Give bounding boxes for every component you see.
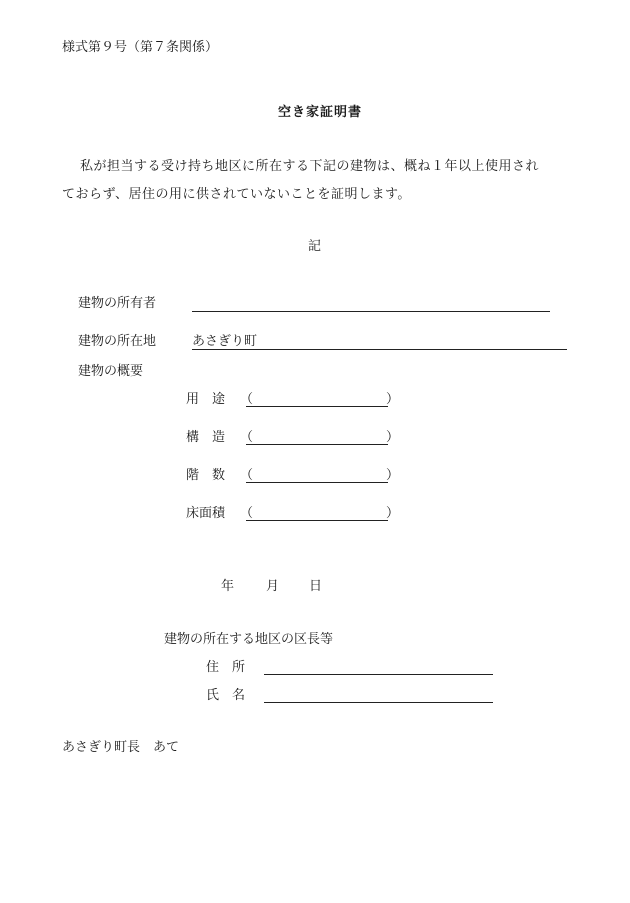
floor-area-open-paren: （ bbox=[240, 506, 254, 521]
structure-open-paren: （ bbox=[240, 430, 254, 445]
structure-close-paren: ） bbox=[386, 430, 400, 445]
floor-area-underline[interactable] bbox=[246, 520, 388, 521]
floors-underline[interactable] bbox=[246, 482, 388, 483]
usage-label: 用 途 bbox=[186, 392, 226, 407]
date-year: 年 bbox=[221, 579, 235, 594]
date-day: 日 bbox=[309, 579, 323, 594]
location-underline bbox=[192, 349, 567, 350]
body-line-1: 私が担当する受け持ち地区に所在する下記の建物は、概ね１年以上使用され bbox=[80, 159, 540, 174]
body-line-2: ておらず、居住の用に供されていないことを証明します。 bbox=[62, 187, 411, 202]
owner-underline bbox=[192, 311, 550, 312]
structure-underline[interactable] bbox=[246, 444, 388, 445]
address-label: 住 所 bbox=[206, 660, 246, 675]
floors-close-paren: ） bbox=[386, 468, 400, 483]
addressee: あさぎり町長 あて bbox=[62, 740, 180, 755]
ki-heading: 記 bbox=[308, 239, 322, 254]
floor-area-close-paren: ） bbox=[386, 506, 400, 521]
floor-area-label: 床面積 bbox=[186, 506, 226, 521]
usage-underline[interactable] bbox=[246, 406, 388, 407]
document-title: 空き家証明書 bbox=[278, 105, 363, 120]
owner-label: 建物の所有者 bbox=[78, 296, 157, 311]
structure-label: 構 造 bbox=[186, 430, 226, 445]
certifier-heading: 建物の所在する地区の区長等 bbox=[164, 632, 334, 647]
usage-close-paren: ） bbox=[386, 392, 400, 407]
form-number: 様式第９号（第７条関係） bbox=[62, 40, 219, 55]
usage-open-paren: （ bbox=[240, 392, 254, 407]
floors-label: 階 数 bbox=[186, 468, 226, 483]
location-value[interactable]: あさぎり町 bbox=[192, 334, 258, 349]
location-label: 建物の所在地 bbox=[78, 334, 157, 349]
date-month: 月 bbox=[266, 579, 280, 594]
floors-open-paren: （ bbox=[240, 468, 254, 483]
name-label: 氏 名 bbox=[206, 688, 246, 703]
address-underline[interactable] bbox=[264, 674, 493, 675]
overview-label: 建物の概要 bbox=[78, 364, 144, 379]
name-underline[interactable] bbox=[264, 702, 493, 703]
